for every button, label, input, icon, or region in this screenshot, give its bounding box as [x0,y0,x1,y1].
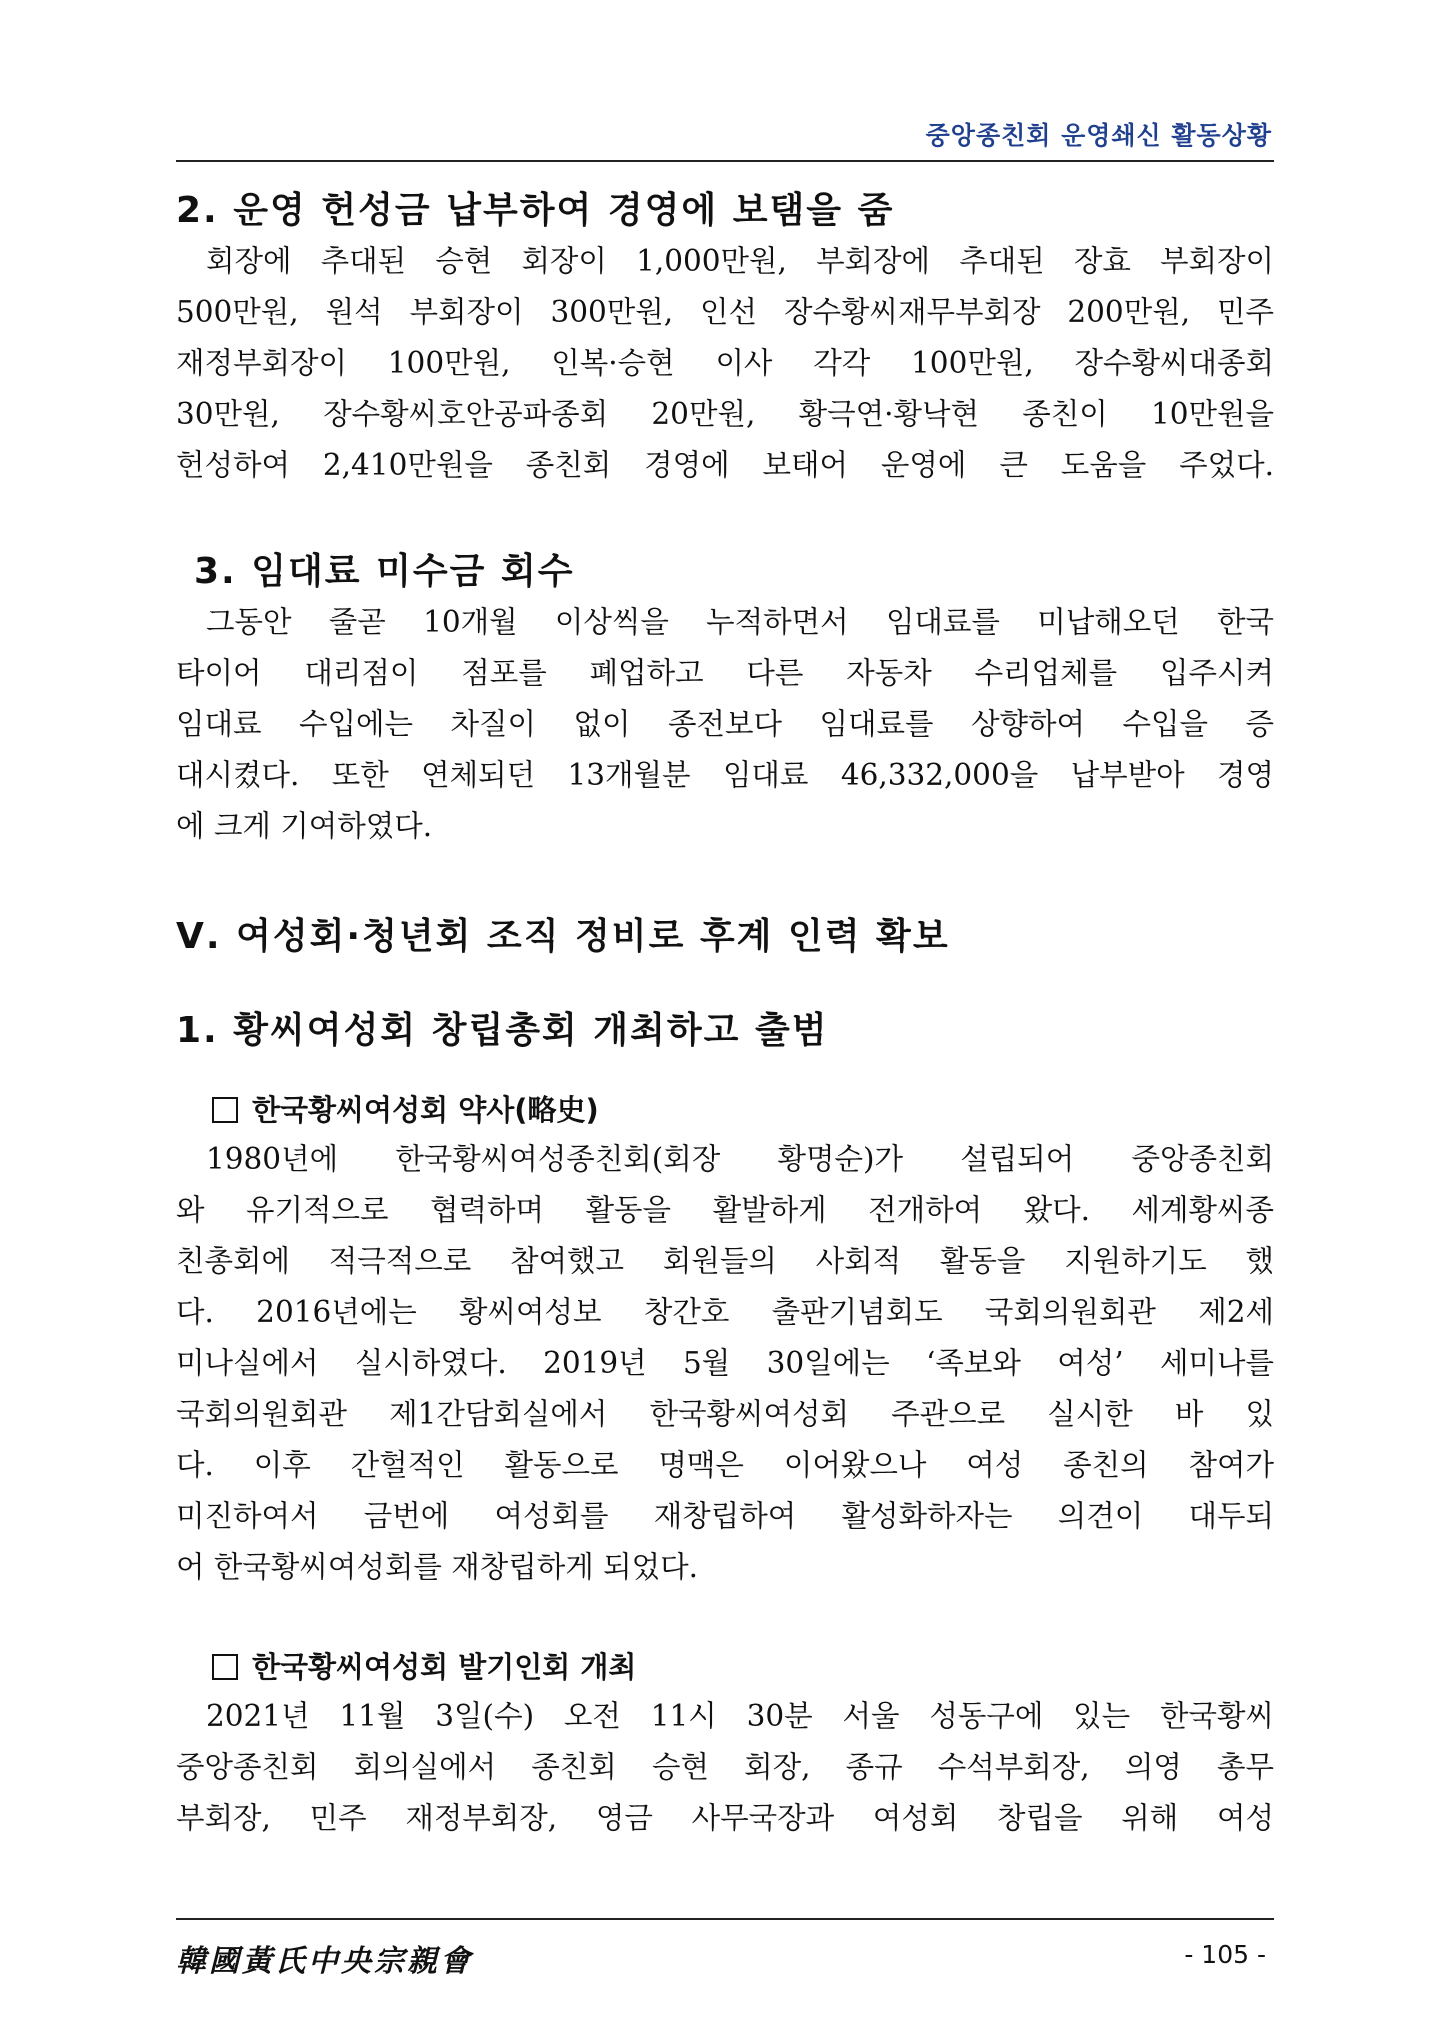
text-line: 500만원, 원석 부회장이 300만원, 인선 장수황씨재무부회장 200만원, 민주 [176,295,1274,329]
text-line: 타이어 대리점이 점포를 폐업하고 다른 자동차 수리업체를 입주시켜 [176,656,1274,690]
text-line: 중앙종친회 회의실에서 종친회 승현 회장, 종규 수석부회장, 의영 총무 [176,1750,1274,1784]
section-3-paragraph [176,597,1274,852]
text-line: 30만원, 장수황씨호안공파종회 20만원, 황극연·황낙현 종친이 10만원을 [176,397,1274,431]
text-line: 임대료 수입에는 차질이 없이 종전보다 임대료를 상향하여 수입을 증 [176,707,1274,741]
text-line: 어 한국황씨여성회를 재창립하게 되었다. [176,1550,698,1584]
history-paragraph [176,1134,1274,1593]
text-line: 1980년에 한국황씨여성종친회(회장 황명순)가 설립되어 중앙종친회 [206,1142,1274,1176]
box-heading-history [176,1086,1274,1134]
section-2-paragraph [176,236,1274,491]
text-line: 부회장, 민주 재정부회장, 영금 사무국장과 여성회 창립을 위해 여성 [176,1801,1274,1835]
text-line: 회장에 추대된 승현 회장이 1,000만원, 부회장에 추대된 장효 부회장이 [206,244,1274,278]
text-line: 그동안 줄곧 10개월 이상씩을 누적하면서 임대료를 미납해오던 한국 [206,605,1274,639]
box-heading-label: 한국황씨여성회 발기인회 개최 [252,1650,637,1684]
page-content [176,186,1274,1844]
text-line: 다. 2016년에는 황씨여성보 창간호 출판기념회도 국회의원회관 제2세 [176,1295,1274,1329]
text-line: 미나실에서 실시하였다. 2019년 5월 30일에는 ‘족보와 여성’ 세미나를 [176,1346,1274,1380]
section-1-heading: 1. 황씨여성회 창립총회 개최하고 출범 [176,1010,829,1051]
page-number: - 105 - [1184,1940,1266,1969]
chapter-5-heading: Ⅴ. 여성회·청년회 조직 정비로 후계 인력 확보 [176,916,950,957]
text-line: 다. 이후 간헐적인 활동으로 명맥은 이어왔으나 여성 종친의 참여가 [176,1448,1274,1482]
text-line: 국회의원회관 제1간담회실에서 한국황씨여성회 주관으로 실시한 바 있 [176,1397,1274,1431]
promoters-paragraph [176,1691,1274,1844]
text-line: 대시켰다. 또한 연체되던 13개월분 임대료 46,332,000을 납부받아 경영 [176,758,1274,792]
text-line: 미진하여서 금번에 여성회를 재창립하여 활성화하자는 의견이 대두되 [176,1499,1274,1533]
org-logo: 韓國黃氏中央宗親會 [176,1944,473,1979]
text-line: 친총회에 적극적으로 참여했고 회원들의 사회적 활동을 지원하기도 했 [176,1244,1274,1278]
box-heading-label: 한국황씨여성회 약사(略史) [252,1093,599,1127]
text-line: 와 유기적으로 협력하며 활동을 활발하게 전개하여 왔다. 세계황씨종 [176,1193,1274,1227]
text-line: 2021년 11월 3일(수) 오전 11시 30분 서울 성동구에 있는 한국황씨 [206,1699,1274,1733]
header-rule [176,160,1274,162]
text-line: 헌성하여 2,410만원을 종친회 경영에 보태어 운영에 큰 도움을 주었다. [176,448,1274,482]
checkbox-icon [212,1654,238,1680]
box-heading-promoters [176,1643,1274,1691]
text-line: 에 크게 기여하였다. [176,809,433,843]
footer-rule [176,1918,1274,1920]
checkbox-icon [212,1097,238,1123]
section-3-heading: 3. 임대료 미수금 회수 [194,551,575,592]
text-line: 재정부회장이 100만원, 인복·승현 이사 각각 100만원, 장수황씨대종회 [176,346,1274,380]
running-header: 중앙종친회 운영쇄신 활동상황 [925,121,1272,150]
section-2-heading: 2. 운영 헌성금 납부하여 경영에 보탬을 줌 [176,190,895,231]
